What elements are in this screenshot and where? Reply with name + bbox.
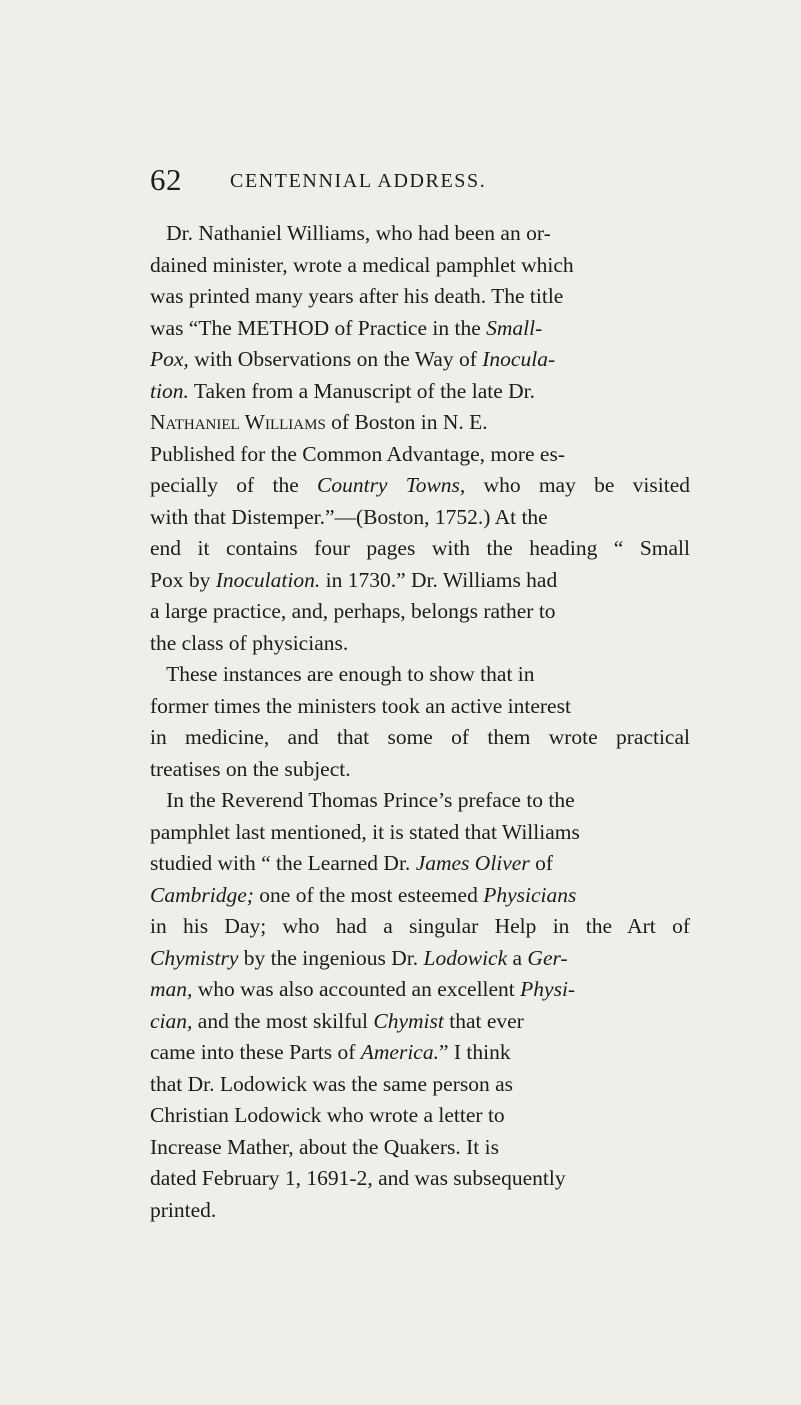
text-run: Ger-	[527, 945, 568, 970]
text-run: who was also accounted an excellent	[192, 977, 521, 1001]
text-line	[150, 911, 690, 943]
text-run: treatises on the subject.	[150, 756, 351, 781]
text-line	[150, 565, 690, 597]
text-run: that ever	[443, 1008, 524, 1033]
text-run: James Oliver	[415, 851, 530, 875]
text-line	[150, 1132, 690, 1164]
text-line	[150, 943, 690, 975]
text-run: Nathaniel Williams	[150, 410, 326, 434]
text-line	[150, 691, 690, 723]
text-run: in medicine, and that some of them wrote practical	[150, 725, 690, 749]
text-line	[150, 1006, 690, 1038]
text-run: Pox,	[150, 347, 189, 371]
text-line	[150, 880, 690, 912]
text-run: Increase Mather, about the Quakers. It is	[150, 1134, 499, 1159]
text-run: pamphlet last mentioned, it is stated that Williams	[150, 819, 580, 844]
text-run: Inocula-	[482, 347, 556, 371]
text-run: Christian Lodowick who wrote a letter to	[150, 1103, 505, 1127]
text-run: printed.	[150, 1197, 217, 1222]
text-run: of Boston in N. E.	[325, 410, 488, 434]
text-line	[150, 1100, 690, 1132]
text-line	[150, 533, 690, 565]
text-run: Small-	[486, 315, 543, 340]
text-line	[150, 817, 690, 849]
text-run: America.	[360, 1040, 439, 1064]
text-run: studied with “ the Learned Dr.	[150, 851, 416, 875]
text-line	[150, 376, 690, 408]
text-run: one of the most esteemed	[253, 882, 484, 907]
text-run: came into these Parts of	[150, 1040, 361, 1064]
text-run: Chymist	[373, 1008, 444, 1033]
text-run: end it contains four pages with the heading “ Small	[150, 536, 690, 560]
text-line	[150, 250, 690, 282]
text-run: with Observations on the Way of	[188, 347, 483, 371]
text-run: that Dr. Lodowick was the same person as	[150, 1071, 514, 1096]
text-run: in 1730.” Dr. Williams had	[320, 567, 558, 592]
text-run: with that Distemper.”—(Boston, 1752.) At the	[150, 504, 548, 529]
text-run: cian,	[150, 1008, 193, 1033]
text-run: Published for the Common Advantage, more es-	[150, 441, 565, 466]
text-run: Chymistry	[150, 945, 239, 970]
text-run: in his Day; who had a singular Help in the Art of	[150, 914, 690, 938]
text-run: dated February 1, 1691-2, and was subsequently	[150, 1166, 566, 1190]
text-run: a	[507, 945, 528, 970]
page-header	[150, 162, 710, 198]
text-run: a large practice, and, perhaps, belongs rather to	[150, 599, 556, 623]
text-line	[150, 218, 690, 250]
text-line	[150, 596, 690, 628]
body-text	[150, 218, 690, 1226]
text-run: Lodowick	[423, 945, 508, 970]
text-run: and the most skilful	[192, 1008, 374, 1033]
text-run: of	[529, 851, 554, 875]
text-line	[150, 754, 690, 786]
text-line	[150, 313, 690, 345]
text-line	[150, 974, 690, 1006]
text-line	[150, 344, 690, 376]
text-line	[150, 1037, 690, 1069]
text-run: pecially of the	[150, 473, 317, 497]
text-line	[150, 659, 690, 691]
text-line	[150, 439, 690, 471]
text-line	[150, 785, 690, 817]
text-run: ” I think	[438, 1040, 511, 1064]
text-line	[150, 407, 690, 439]
running-head: CENTENNIAL ADDRESS.	[230, 170, 487, 192]
text-line	[150, 502, 690, 534]
text-line	[150, 1163, 690, 1195]
text-run: Inoculation.	[215, 567, 321, 592]
text-run: was “The METHOD of Practice in the	[150, 315, 487, 340]
page-number: 62	[150, 162, 182, 197]
text-run: the class of physicians.	[150, 630, 349, 655]
text-line	[150, 628, 690, 660]
text-run: In the Reverend Thomas Prince’s preface to the	[150, 788, 575, 812]
text-line	[150, 281, 690, 313]
text-run: Physicians	[483, 882, 577, 907]
text-run: tion.	[150, 378, 189, 403]
text-run: Pox by	[150, 567, 216, 592]
text-run: former times the ministers took an active interest	[150, 693, 571, 718]
text-run: by the ingenious Dr.	[238, 945, 424, 970]
text-run: who may be visited	[465, 473, 690, 497]
text-line	[150, 848, 690, 880]
text-run: These instances are enough to show that in	[150, 662, 535, 686]
text-line	[150, 722, 690, 754]
text-line	[150, 1195, 690, 1227]
text-run: Dr. Nathaniel Williams, who had been an or-	[150, 221, 551, 245]
text-run: Country Towns,	[317, 473, 466, 497]
text-run: was printed many years after his death. The title	[150, 284, 564, 308]
text-line	[150, 470, 690, 502]
text-run: dained minister, wrote a medical pamphlet which	[150, 252, 574, 277]
text-run: Physi-	[520, 977, 576, 1001]
text-run: man,	[150, 977, 193, 1001]
text-run: Taken from a Manuscript of the late Dr.	[188, 378, 536, 403]
text-line	[150, 1069, 690, 1101]
text-run: Cambridge;	[150, 882, 254, 907]
